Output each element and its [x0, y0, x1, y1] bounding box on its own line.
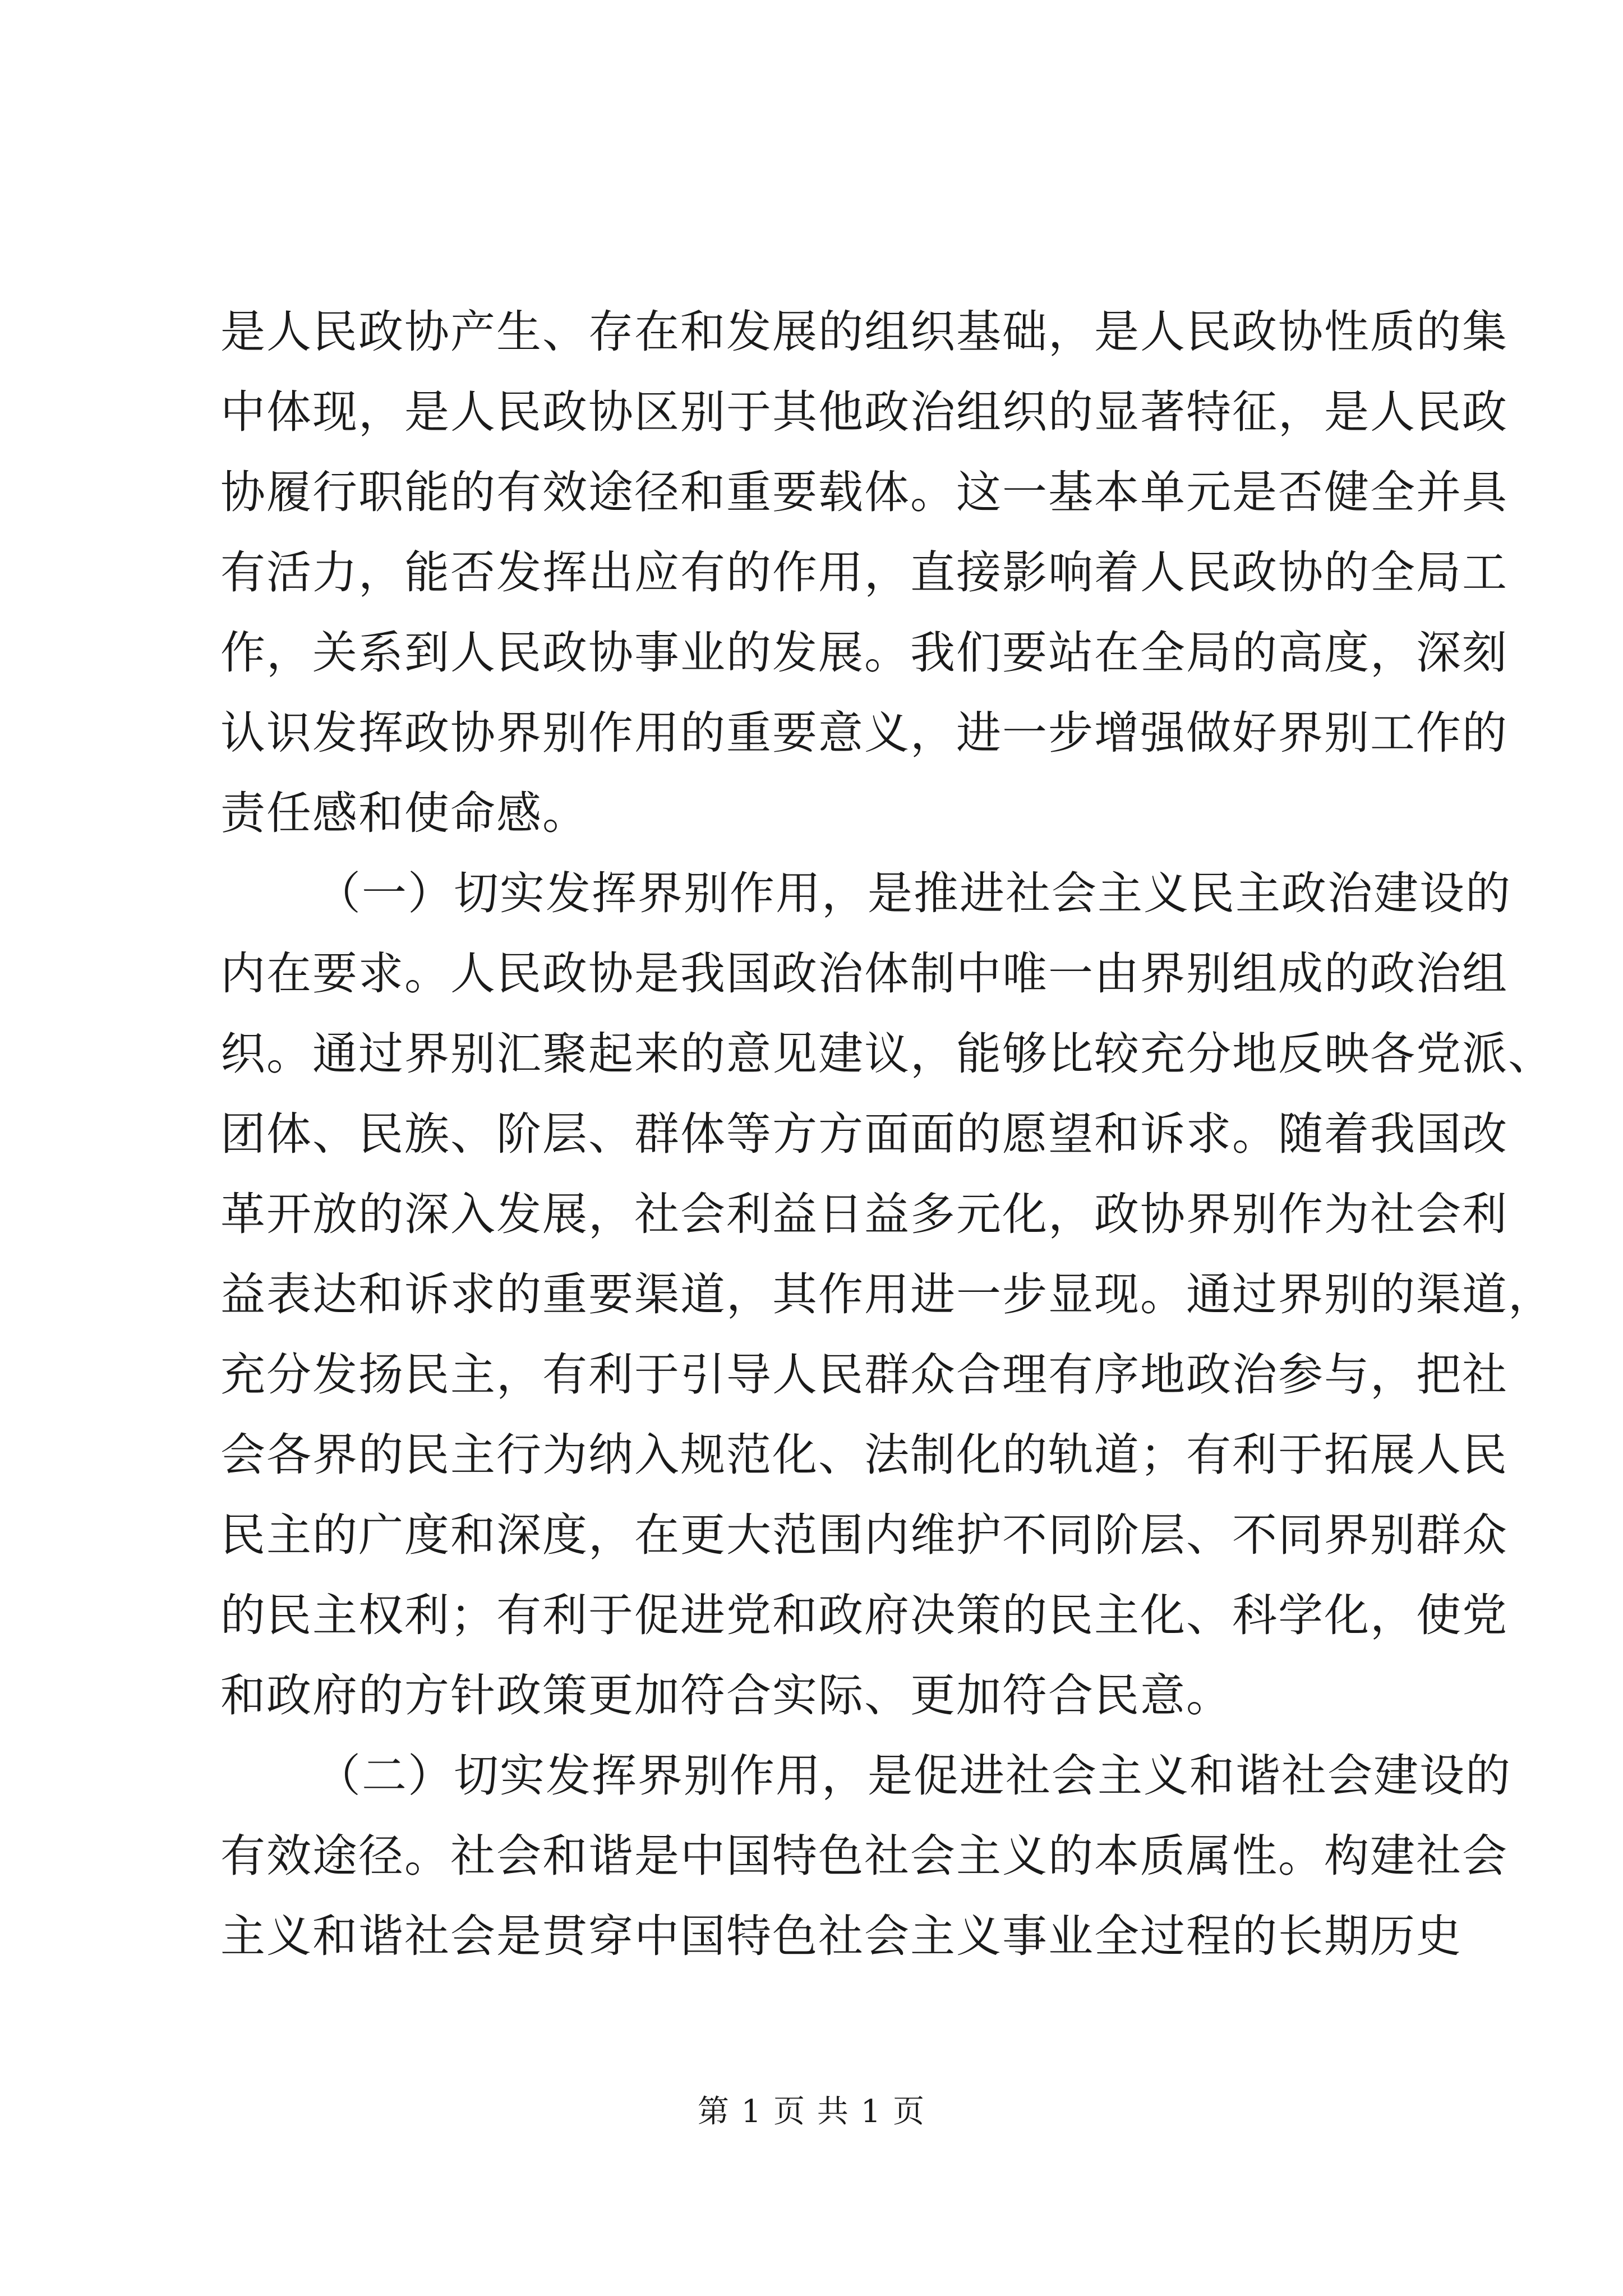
text-line: 主义和谐社会是贯穿中国特色社会主义事业全过程的长期历史 [220, 1910, 1462, 1962]
text-line: 团体、民族、阶层、群体等方方面面的愿望和诉求。随着我国改 [220, 1108, 1508, 1160]
text-line: 益表达和诉求的重要渠道，其作用进一步显现。通过界别的渠道， [220, 1268, 1554, 1320]
text-line: 有效途径。社会和谐是中国特色社会主义的本质属性。构建社会 [220, 1830, 1508, 1882]
text-line: 充分发扬民主，有利于引导人民群众合理有序地政治参与，把社 [220, 1349, 1508, 1401]
text-line: 和政府的方针政策更加符合实际、更加符合民意。 [220, 1669, 1232, 1722]
text-line: 作，关系到人民政协事业的发展。我们要站在全局的高度，深刻 [220, 627, 1508, 679]
text-line: 责任感和使命感。 [220, 787, 588, 839]
text-line: 会各界的民主行为纳入规范化、法制化的轨道；有利于拓展人民 [220, 1429, 1508, 1481]
text-line: 协履行职能的有效途径和重要载体。这一基本单元是否健全并具 [220, 466, 1508, 518]
text-line: （二）切实发挥界别作用，是促进社会主义和谐社会建设的 [316, 1750, 1511, 1802]
text-line: 认识发挥政协界别作用的重要意义，进一步增强做好界别工作的 [220, 707, 1508, 759]
text-line: 民主的广度和深度，在更大范围内维护不同阶层、不同界别群众 [220, 1509, 1508, 1561]
text-line: 织。通过界别汇聚起来的意见建议，能够比较充分地反映各党派、 [220, 1028, 1554, 1080]
text-line: 的民主权利；有利于促进党和政府决策的民主化、科学化，使党 [220, 1589, 1508, 1641]
page-footer: 第 1 页 共 1 页 [697, 2093, 926, 2130]
text-line: 是人民政协产生、存在和发展的组织基础，是人民政协性质的集 [220, 306, 1508, 358]
document-body [220, 292, 1554, 1976]
text-line: 有活力，能否发挥出应有的作用，直接影响着人民政协的全局工 [220, 546, 1508, 599]
text-line: 内在要求。人民政协是我国政治体制中唯一由界别组成的政治组 [220, 947, 1508, 1000]
text-line: 革开放的深入发展，社会利益日益多元化，政协界别作为社会利 [220, 1188, 1508, 1240]
text-line: （一）切实发挥界别作用，是推进社会主义民主政治建设的 [316, 867, 1511, 919]
text-line: 中体现，是人民政协区别于其他政治组织的显著特征，是人民政 [220, 386, 1508, 438]
